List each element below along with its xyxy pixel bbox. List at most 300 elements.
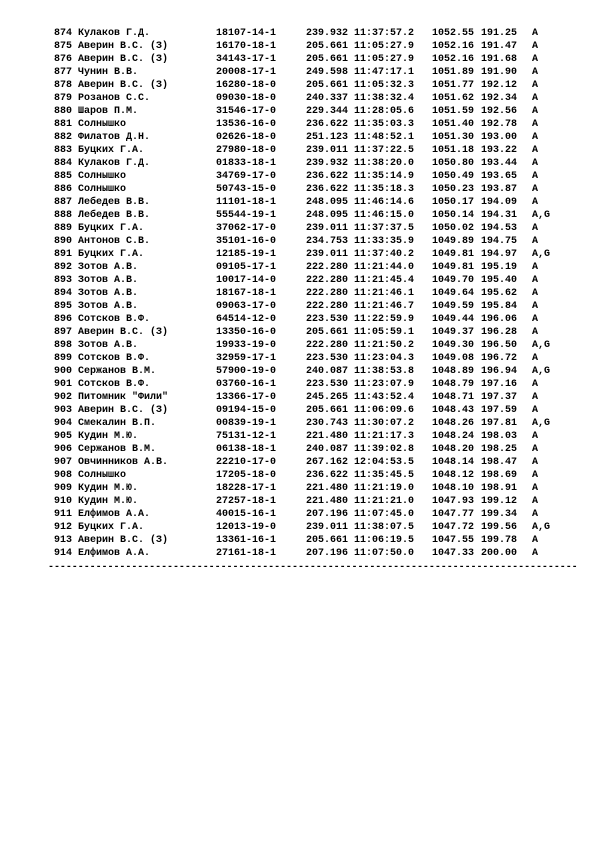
arrival-time: 11:37:40.2 — [354, 249, 415, 260]
prize-flag: A — [532, 236, 539, 247]
fancier-name: Кудин М.Ю. — [78, 483, 139, 494]
arrival-time: 11:21:46.1 — [354, 288, 415, 299]
speed: 1051.30 — [432, 132, 475, 143]
ring-number: 12013-19-0 — [216, 522, 277, 533]
arrival-time: 11:48:52.1 — [354, 132, 415, 143]
result-row — [48, 66, 578, 79]
ring-number: 06138-18-1 — [216, 444, 277, 455]
distance: 240.337 — [306, 93, 349, 104]
result-row — [48, 326, 578, 339]
coefficient: 192.12 — [481, 80, 518, 91]
distance: 239.011 — [306, 145, 349, 156]
coefficient: 193.44 — [481, 158, 518, 169]
fancier-name: Зотов А.В. — [78, 288, 139, 299]
result-number: 901 — [54, 379, 73, 390]
distance: 222.280 — [306, 301, 349, 312]
result-number: 912 — [54, 522, 73, 533]
fancier-name: Сотсков В.Ф. — [78, 314, 151, 325]
fancier-name: Сержанов В.М. — [78, 444, 157, 455]
coefficient: 196.72 — [481, 353, 518, 364]
coefficient: 199.78 — [481, 535, 518, 546]
coefficient: 194.09 — [481, 197, 518, 208]
coefficient: 191.47 — [481, 41, 518, 52]
result-row — [48, 456, 578, 469]
ring-number: 37062-17-0 — [216, 223, 277, 234]
coefficient: 192.56 — [481, 106, 518, 117]
prize-flag: A — [532, 301, 539, 312]
prize-flag: A — [532, 145, 539, 156]
speed: 1047.93 — [432, 496, 475, 507]
result-row — [48, 378, 578, 391]
ring-number: 57900-19-0 — [216, 366, 277, 377]
coefficient: 195.84 — [481, 301, 518, 312]
ring-number: 32959-17-1 — [216, 353, 277, 364]
coefficient: 195.62 — [481, 288, 518, 299]
result-row — [48, 495, 578, 508]
speed: 1052.55 — [432, 28, 475, 39]
prize-flag: A — [532, 67, 539, 78]
distance: 236.622 — [306, 171, 349, 182]
arrival-time: 11:33:35.9 — [354, 236, 415, 247]
result-number: 880 — [54, 106, 73, 117]
fancier-name: Зотов А.В. — [78, 275, 139, 286]
distance: 223.530 — [306, 314, 349, 325]
distance: 222.280 — [306, 275, 349, 286]
fancier-name: Смекалин В.П. — [78, 418, 157, 429]
ring-number: 17205-18-0 — [216, 470, 277, 481]
result-number: 910 — [54, 496, 73, 507]
speed: 1047.33 — [432, 548, 475, 559]
result-number: 902 — [54, 392, 73, 403]
result-row — [48, 521, 578, 534]
fancier-name: Овчинников А.В. — [78, 457, 169, 468]
result-number: 895 — [54, 301, 73, 312]
results-listing — [48, 27, 578, 574]
speed: 1047.77 — [432, 509, 475, 520]
speed: 1049.08 — [432, 353, 475, 364]
fancier-name: Кудин М.Ю. — [78, 431, 139, 442]
result-number: 890 — [54, 236, 73, 247]
result-number: 882 — [54, 132, 73, 143]
prize-flag: A — [532, 28, 539, 39]
coefficient: 192.78 — [481, 119, 518, 130]
result-number: 874 — [54, 28, 73, 39]
arrival-time: 11:21:45.4 — [354, 275, 415, 286]
ring-number: 16170-18-1 — [216, 41, 277, 52]
result-number: 876 — [54, 54, 73, 65]
fancier-name: Солнышко — [78, 119, 127, 130]
distance: 205.661 — [306, 41, 349, 52]
result-number: 888 — [54, 210, 73, 221]
ring-number: 09030-18-0 — [216, 93, 277, 104]
fancier-name: Елфимов А.А. — [78, 548, 151, 559]
speed: 1052.16 — [432, 41, 475, 52]
fancier-name: Солнышко — [78, 184, 127, 195]
prize-flag: A — [532, 184, 539, 195]
fancier-name: Аверин В.С. (З) — [78, 327, 169, 338]
prize-flag: A,G — [532, 418, 551, 429]
prize-flag: A — [532, 171, 539, 182]
coefficient: 197.81 — [481, 418, 518, 429]
ring-number: 09194-15-0 — [216, 405, 277, 416]
distance: 236.622 — [306, 119, 349, 130]
result-row — [48, 196, 578, 209]
ring-number: 01833-18-1 — [216, 158, 277, 169]
arrival-time: 11:38:32.4 — [354, 93, 415, 104]
distance: 236.622 — [306, 184, 349, 195]
distance: 230.743 — [306, 418, 349, 429]
result-number: 889 — [54, 223, 73, 234]
distance: 205.661 — [306, 80, 349, 91]
coefficient: 191.90 — [481, 67, 518, 78]
ring-number: 18167-18-1 — [216, 288, 277, 299]
coefficient: 197.37 — [481, 392, 518, 403]
distance: 240.087 — [306, 444, 349, 455]
distance: 249.598 — [306, 67, 349, 78]
arrival-time: 11:05:27.9 — [354, 41, 415, 52]
prize-flag: A — [532, 405, 539, 416]
prize-flag: A — [532, 275, 539, 286]
fancier-name: Питомник "Фили" — [78, 392, 169, 403]
ring-number: 16280-18-0 — [216, 80, 277, 91]
coefficient: 198.03 — [481, 431, 518, 442]
arrival-time: 11:37:37.5 — [354, 223, 415, 234]
prize-flag: A,G — [532, 366, 551, 377]
result-number: 884 — [54, 158, 73, 169]
ring-number: 09063-17-0 — [216, 301, 277, 312]
result-number: 900 — [54, 366, 73, 377]
result-number: 881 — [54, 119, 73, 130]
coefficient: 196.28 — [481, 327, 518, 338]
ring-number: 27161-18-1 — [216, 548, 277, 559]
coefficient: 197.16 — [481, 379, 518, 390]
arrival-time: 11:39:02.8 — [354, 444, 415, 455]
result-number: 896 — [54, 314, 73, 325]
coefficient: 198.91 — [481, 483, 518, 494]
distance: 236.622 — [306, 470, 349, 481]
fancier-name: Буцких Г.А. — [78, 223, 145, 234]
distance: 222.280 — [306, 262, 349, 273]
arrival-time: 11:38:07.5 — [354, 522, 415, 533]
result-row — [48, 131, 578, 144]
speed: 1051.40 — [432, 119, 475, 130]
arrival-time: 11:38:53.8 — [354, 366, 415, 377]
distance: 222.280 — [306, 340, 349, 351]
coefficient: 199.12 — [481, 496, 518, 507]
fancier-name: Сержанов В.М. — [78, 366, 157, 377]
ring-number: 27980-18-0 — [216, 145, 277, 156]
result-number: 911 — [54, 509, 73, 520]
arrival-time: 11:21:17.3 — [354, 431, 415, 442]
result-row — [48, 261, 578, 274]
prize-flag: A — [532, 93, 539, 104]
distance: 240.087 — [306, 366, 349, 377]
prize-flag: A — [532, 431, 539, 442]
fancier-name: Аверин В.С. (З) — [78, 535, 169, 546]
fancier-name: Зотов А.В. — [78, 262, 139, 273]
fancier-name: Кудин М.Ю. — [78, 496, 139, 507]
distance: 229.344 — [306, 106, 349, 117]
coefficient: 194.31 — [481, 210, 518, 221]
result-row — [48, 534, 578, 547]
result-row — [48, 352, 578, 365]
prize-flag: A — [532, 535, 539, 546]
arrival-time: 11:35:45.5 — [354, 470, 415, 481]
result-number: 905 — [54, 431, 73, 442]
speed: 1051.62 — [432, 93, 475, 104]
prize-flag: A — [532, 262, 539, 273]
speed: 1051.89 — [432, 67, 475, 78]
ring-number: 10017-14-0 — [216, 275, 277, 286]
distance: 207.196 — [306, 548, 349, 559]
prize-flag: A — [532, 314, 539, 325]
speed: 1047.55 — [432, 535, 475, 546]
ring-number: 13536-16-0 — [216, 119, 277, 130]
speed: 1049.81 — [432, 249, 475, 260]
arrival-time: 11:06:09.6 — [354, 405, 415, 416]
prize-flag: A — [532, 132, 539, 143]
result-row — [48, 40, 578, 53]
fancier-name: Солнышко — [78, 171, 127, 182]
distance: 223.530 — [306, 353, 349, 364]
fancier-name: Сотсков В.Ф. — [78, 379, 151, 390]
coefficient: 193.22 — [481, 145, 518, 156]
result-row — [48, 53, 578, 66]
arrival-time: 11:21:21.0 — [354, 496, 415, 507]
prize-flag: A — [532, 327, 539, 338]
result-number: 904 — [54, 418, 73, 429]
prize-flag: A — [532, 223, 539, 234]
ring-number: 19933-19-0 — [216, 340, 277, 351]
arrival-time: 11:35:03.3 — [354, 119, 415, 130]
coefficient: 195.40 — [481, 275, 518, 286]
prize-flag: A — [532, 457, 539, 468]
prize-flag: A — [532, 54, 539, 65]
fancier-name: Кулаков Г.Д. — [78, 28, 151, 39]
result-row — [48, 105, 578, 118]
arrival-time: 11:30:07.2 — [354, 418, 415, 429]
arrival-time: 11:21:50.2 — [354, 340, 415, 351]
arrival-time: 11:46:14.6 — [354, 197, 415, 208]
result-row — [48, 118, 578, 131]
arrival-time: 11:37:22.5 — [354, 145, 415, 156]
speed: 1049.59 — [432, 301, 475, 312]
arrival-time: 11:22:59.9 — [354, 314, 415, 325]
ring-number: 03760-16-1 — [216, 379, 277, 390]
ring-number: 00839-19-1 — [216, 418, 277, 429]
fancier-name: Аверин В.С. (З) — [78, 54, 169, 65]
result-row — [48, 183, 578, 196]
ring-number: 13361-16-1 — [216, 535, 277, 546]
ring-number: 34769-17-0 — [216, 171, 277, 182]
coefficient: 199.34 — [481, 509, 518, 520]
result-number: 891 — [54, 249, 73, 260]
arrival-time: 11:23:04.3 — [354, 353, 415, 364]
speed: 1049.70 — [432, 275, 475, 286]
distance: 205.661 — [306, 327, 349, 338]
ring-number: 34143-17-1 — [216, 54, 277, 65]
fancier-name: Лебедев В.В. — [78, 210, 151, 221]
prize-flag: A — [532, 353, 539, 364]
speed: 1048.20 — [432, 444, 475, 455]
result-number: 914 — [54, 548, 73, 559]
arrival-time: 11:21:19.0 — [354, 483, 415, 494]
speed: 1048.14 — [432, 457, 475, 468]
result-number: 893 — [54, 275, 73, 286]
fancier-name: Солнышко — [78, 470, 127, 481]
result-number: 886 — [54, 184, 73, 195]
speed: 1051.77 — [432, 80, 475, 91]
bottom-rule: ----------------------------------------------------------------------------------------- — [48, 562, 578, 573]
result-row — [48, 404, 578, 417]
fancier-name: Аверин В.С. (З) — [78, 41, 169, 52]
fancier-name: Буцких Г.А. — [78, 522, 145, 533]
speed: 1052.16 — [432, 54, 475, 65]
result-row — [48, 547, 578, 560]
fancier-name: Сотсков В.Ф. — [78, 353, 151, 364]
result-number: 913 — [54, 535, 73, 546]
arrival-time: 11:46:15.0 — [354, 210, 415, 221]
result-row — [48, 391, 578, 404]
fancier-name: Лебедев В.В. — [78, 197, 151, 208]
result-number: 878 — [54, 80, 73, 91]
speed: 1049.89 — [432, 236, 475, 247]
fancier-name: Шаров П.М. — [78, 106, 139, 117]
speed: 1051.18 — [432, 145, 475, 156]
distance: 239.932 — [306, 28, 349, 39]
result-row — [48, 209, 578, 222]
speed: 1050.80 — [432, 158, 475, 169]
arrival-time: 11:35:14.9 — [354, 171, 415, 182]
ring-number: 50743-15-0 — [216, 184, 277, 195]
coefficient: 196.50 — [481, 340, 518, 351]
distance: 239.011 — [306, 249, 349, 260]
result-number: 907 — [54, 457, 73, 468]
speed: 1048.10 — [432, 483, 475, 494]
speed: 1049.64 — [432, 288, 475, 299]
result-row — [48, 313, 578, 326]
arrival-time: 11:21:44.0 — [354, 262, 415, 273]
speed: 1049.30 — [432, 340, 475, 351]
result-number: 875 — [54, 41, 73, 52]
speed: 1051.59 — [432, 106, 475, 117]
coefficient: 198.47 — [481, 457, 518, 468]
ring-number: 13350-16-0 — [216, 327, 277, 338]
fancier-name: Розанов С.С. — [78, 93, 151, 104]
result-row — [48, 469, 578, 482]
arrival-time: 11:21:46.7 — [354, 301, 415, 312]
distance: 248.095 — [306, 197, 349, 208]
arrival-time: 11:05:32.3 — [354, 80, 415, 91]
result-number: 877 — [54, 67, 73, 78]
speed: 1048.71 — [432, 392, 475, 403]
result-number: 894 — [54, 288, 73, 299]
arrival-time: 11:07:45.0 — [354, 509, 415, 520]
speed: 1050.49 — [432, 171, 475, 182]
coefficient: 194.53 — [481, 223, 518, 234]
prize-flag: A — [532, 158, 539, 169]
coefficient: 191.68 — [481, 54, 518, 65]
coefficient: 199.56 — [481, 522, 518, 533]
distance: 239.011 — [306, 522, 349, 533]
speed: 1050.23 — [432, 184, 475, 195]
arrival-time: 11:05:59.1 — [354, 327, 415, 338]
ring-number: 55544-19-1 — [216, 210, 277, 221]
coefficient: 193.65 — [481, 171, 518, 182]
result-row — [48, 144, 578, 157]
coefficient: 193.00 — [481, 132, 518, 143]
result-row — [48, 287, 578, 300]
speed: 1050.14 — [432, 210, 475, 221]
ring-number: 27257-18-1 — [216, 496, 277, 507]
arrival-time: 11:28:05.6 — [354, 106, 415, 117]
prize-flag: A — [532, 444, 539, 455]
distance: 221.480 — [306, 483, 349, 494]
ring-number: 13366-17-0 — [216, 392, 277, 403]
arrival-time: 12:04:53.5 — [354, 457, 415, 468]
speed: 1048.12 — [432, 470, 475, 481]
results-rows — [48, 27, 578, 560]
result-number: 899 — [54, 353, 73, 364]
fancier-name: Буцких Г.А. — [78, 249, 145, 260]
coefficient: 198.25 — [481, 444, 518, 455]
prize-flag: A — [532, 119, 539, 130]
result-number: 906 — [54, 444, 73, 455]
fancier-name: Кулаков Г.Д. — [78, 158, 151, 169]
fancier-name: Зотов А.В. — [78, 301, 139, 312]
prize-flag: A — [532, 483, 539, 494]
ring-number: 75131-12-1 — [216, 431, 277, 442]
distance: 207.196 — [306, 509, 349, 520]
ring-number: 64514-12-0 — [216, 314, 277, 325]
ring-number: 20008-17-1 — [216, 67, 277, 78]
ring-number: 18107-14-1 — [216, 28, 277, 39]
distance: 267.162 — [306, 457, 349, 468]
prize-flag: A — [532, 496, 539, 507]
prize-flag: A,G — [532, 249, 551, 260]
result-number: 883 — [54, 145, 73, 156]
distance: 239.011 — [306, 223, 349, 234]
result-number: 909 — [54, 483, 73, 494]
result-row — [48, 79, 578, 92]
distance: 239.932 — [306, 158, 349, 169]
result-number: 879 — [54, 93, 73, 104]
arrival-time: 11:06:19.5 — [354, 535, 415, 546]
coefficient: 192.34 — [481, 93, 518, 104]
result-number: 908 — [54, 470, 73, 481]
result-row — [48, 235, 578, 248]
speed: 1048.24 — [432, 431, 475, 442]
coefficient: 191.25 — [481, 28, 518, 39]
result-row — [48, 92, 578, 105]
coefficient: 196.06 — [481, 314, 518, 325]
coefficient: 195.19 — [481, 262, 518, 273]
arrival-time: 11:43:52.4 — [354, 392, 415, 403]
prize-flag: A — [532, 548, 539, 559]
prize-flag: A — [532, 379, 539, 390]
speed: 1048.26 — [432, 418, 475, 429]
prize-flag: A — [532, 509, 539, 520]
distance: 248.095 — [306, 210, 349, 221]
coefficient: 194.97 — [481, 249, 518, 260]
distance: 234.753 — [306, 236, 349, 247]
fancier-name: Аверин В.С. (З) — [78, 405, 169, 416]
speed: 1048.89 — [432, 366, 475, 377]
prize-flag: A — [532, 288, 539, 299]
arrival-time: 11:35:18.3 — [354, 184, 415, 195]
prize-flag: A,G — [532, 340, 551, 351]
arrival-time: 11:23:07.9 — [354, 379, 415, 390]
